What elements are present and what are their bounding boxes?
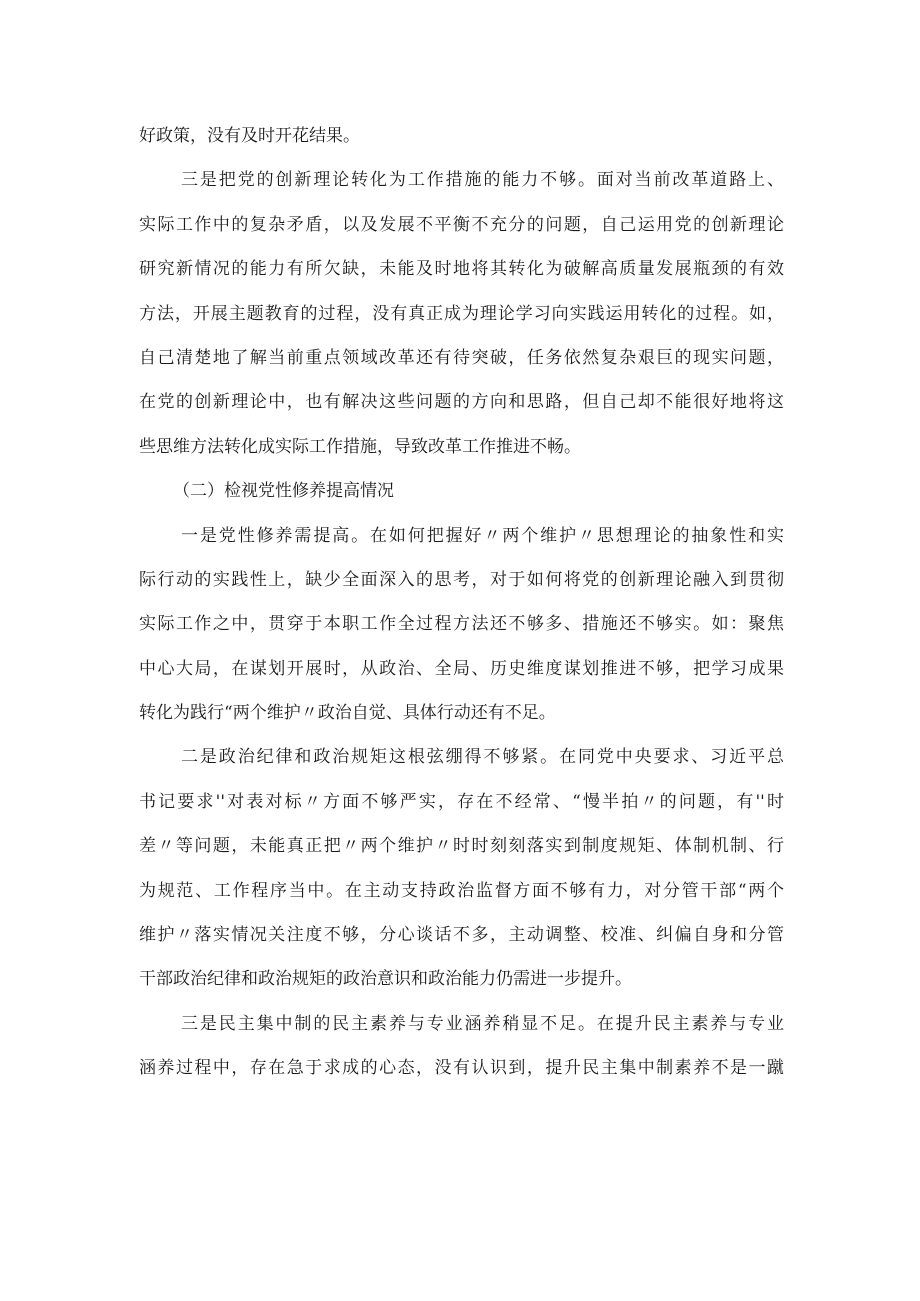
paragraph-line: 涵养过程中，存在急于求成的心态，没有认识到，提升民主集中制素养不是一蹴 xyxy=(139,1058,784,1079)
document-body xyxy=(139,114,784,1091)
paragraph-line: 书记要求''对表对标〃方面不够严实，存在不经常、“慢半拍〃的问题，有''时 xyxy=(139,791,784,812)
paragraph-line: 际行动的实践性上，缺少全面深入的思考，对于如何将党的创新理论融入到贯彻 xyxy=(139,569,784,590)
paragraph-line: 中心大局，在谋划开展时，从政治、全局、历史维度谋划推进不够，把学习成果 xyxy=(139,658,784,679)
paragraph-line: 为规范、工作程序当中。在主动支持政治监督方面不够有力，对分管干部“两个 xyxy=(139,880,784,901)
paragraph-line: 转化为践行“两个维护〃政治自觉、具体行动还有不足。 xyxy=(139,703,556,724)
paragraph-line: 自己清楚地了解当前重点领域改革还有待突破，任务依然复杂艰巨的现实问题， xyxy=(139,347,784,368)
paragraph-line: 三是民主集中制的民主素养与专业涵养稍显不足。在提升民主素养与专业 xyxy=(181,1013,784,1034)
section-heading: （二）检视党性修养提高情况 xyxy=(173,481,394,502)
paragraph-line: 维护〃落实情况关注度不够，分心谈话不多，主动调整、校准、纠偏自身和分管 xyxy=(139,925,784,946)
paragraph-line: 实际工作中的复杂矛盾，以及发展不平衡不充分的问题，自己运用党的创新理论 xyxy=(139,214,784,235)
paragraph-line: 二是政治纪律和政治规矩这根弦绷得不够紧。在同党中央要求、习近平总 xyxy=(181,747,784,768)
paragraph-line: 些思维方法转化成实际工作措施，导致改革工作推进不畅。 xyxy=(139,436,581,457)
paragraph-line: 研究新情况的能力有所欠缺，未能及时地将其转化为破解高质量发展瓶颈的有效 xyxy=(139,259,784,280)
paragraph-line: 在党的创新理论中，也有解决这些问题的方向和思路，但自己却不能很好地将这 xyxy=(139,392,784,413)
paragraph-line: 好政策，没有及时开花结果。 xyxy=(139,126,360,146)
paragraph-line: 差〃等问题，未能真正把〃两个维护〃时时刻刻落实到制度规矩、体制机制、行 xyxy=(139,836,784,857)
paragraph-line: 实际工作之中，贯穿于本职工作全过程方法还不够多、措施还不够实。如：聚焦 xyxy=(139,614,784,635)
paragraph-line: 一是党性修养需提高。在如何把握好〃两个维护〃思想理论的抽象性和实 xyxy=(181,525,784,546)
paragraph-line: 三是把党的创新理论转化为工作措施的能力不够。面对当前改革道路上、 xyxy=(181,170,784,191)
paragraph-line: 方法，开展主题教育的过程，没有真正成为理论学习向实践运用转化的过程。如， xyxy=(139,303,784,324)
paragraph-line: 干部政治纪律和政治规矩的政治意识和政治能力仍需进一步提升。 xyxy=(139,969,632,990)
